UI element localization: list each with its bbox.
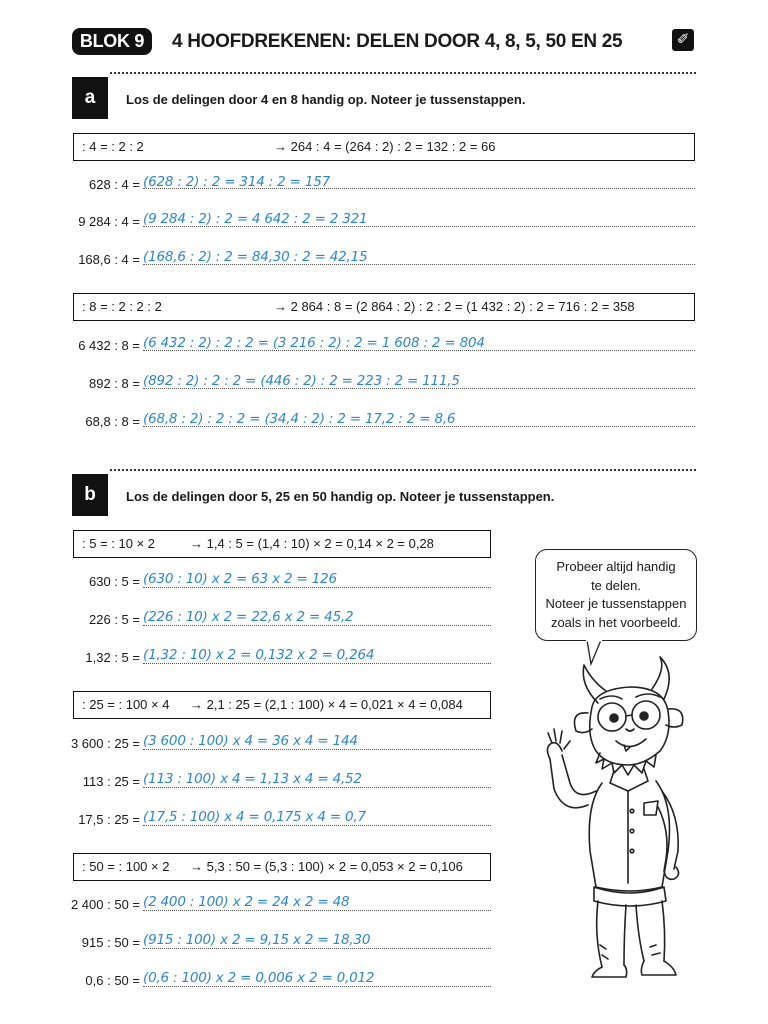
rule-example: → 2,1 : 25 = (2,1 : 100) × 4 = 0,021 × 4 = 0,084 bbox=[190, 697, 463, 712]
question-label: 9 284 : 4 = bbox=[78, 214, 140, 229]
answer-line bbox=[143, 426, 695, 427]
section-b-separator bbox=[110, 469, 696, 471]
answer-text[interactable]: (226 : 10) x 2 = 22,6 x 2 = 45,2 bbox=[143, 609, 354, 625]
answer-line bbox=[143, 787, 491, 788]
pencil-icon: ✐ bbox=[672, 29, 694, 51]
answer-text[interactable]: (17,5 : 100) x 4 = 0,175 x 4 = 0,7 bbox=[143, 809, 366, 825]
bubble-line: te delen. bbox=[591, 577, 641, 593]
answer-text[interactable]: (892 : 2) : 2 : 2 = (446 : 2) : 2 = 223 : 2 = 111,5 bbox=[143, 373, 460, 389]
answer-text[interactable]: (2 400 : 100) x 2 = 24 x 2 = 48 bbox=[143, 894, 350, 910]
question-label: 915 : 50 = bbox=[81, 935, 140, 950]
bubble-line: Probeer altijd handig bbox=[556, 559, 676, 574]
answer-text[interactable]: (3 600 : 100) x 4 = 36 x 4 = 144 bbox=[143, 733, 358, 749]
answer-text[interactable]: (68,8 : 2) : 2 : 2 = (34,4 : 2) : 2 = 17,2 : 2 = 8,6 bbox=[143, 411, 456, 427]
answer-text[interactable]: (628 : 2) : 2 = 314 : 2 = 157 bbox=[143, 174, 330, 190]
answer-line bbox=[143, 188, 695, 189]
question-label: 113 : 25 = bbox=[82, 774, 140, 789]
rule-lhs: : 4 = : 2 : 2 bbox=[82, 139, 144, 154]
section-a-separator bbox=[110, 72, 696, 74]
answer-text[interactable]: (9 284 : 2) : 2 = 4 642 : 2 = 2 321 bbox=[143, 211, 368, 227]
section-b-instruction: Los de delingen door 5, 25 en 50 handig op. Noteer je tussenstappen. bbox=[126, 489, 555, 504]
answer-line bbox=[143, 825, 491, 826]
answer-line bbox=[143, 226, 695, 227]
page-title: 4 HOOFDREKENEN: DELEN DOOR 4, 8, 5, 50 EN 25 bbox=[172, 31, 623, 52]
rule-lhs: : 25 = : 100 × 4 bbox=[82, 697, 170, 712]
question-label: 17,5 : 25 = bbox=[78, 812, 140, 827]
answer-line bbox=[143, 587, 491, 588]
rule-box-div8 bbox=[73, 293, 695, 321]
question-label: 0,6 : 50 = bbox=[85, 973, 140, 988]
blok-badge: BLOK 9 bbox=[72, 28, 152, 55]
rule-example: → 264 : 4 = (264 : 2) : 2 = 132 : 2 = 66 bbox=[274, 139, 496, 154]
question-label: 68,8 : 8 = bbox=[85, 414, 140, 429]
answer-line bbox=[143, 264, 695, 265]
answer-line bbox=[143, 910, 491, 911]
bubble-line: Noteer je tussenstappen bbox=[545, 596, 687, 611]
answer-line bbox=[143, 986, 491, 987]
answer-text[interactable]: (168,6 : 2) : 2 = 84,30 : 2 = 42,15 bbox=[143, 249, 368, 265]
rule-box-div25 bbox=[73, 691, 491, 719]
section-a-instruction: Los de delingen door 4 en 8 handig op. Noteer je tussenstappen. bbox=[126, 92, 526, 107]
question-label: 3 600 : 25 = bbox=[70, 736, 140, 751]
answer-text[interactable]: (6 432 : 2) : 2 : 2 = (3 216 : 2) : 2 = 1 608 : 2 = 804 bbox=[143, 335, 485, 351]
question-label: 2 400 : 50 = bbox=[70, 897, 140, 912]
mascot-illustration bbox=[540, 655, 740, 980]
rule-lhs: : 50 = : 100 × 2 bbox=[82, 859, 170, 874]
rule-box-div50 bbox=[73, 853, 491, 881]
rule-example: → 2 864 : 8 = (2 864 : 2) : 2 : 2 = (1 432 : 2) : 2 = 716 : 2 = 358 bbox=[274, 299, 635, 314]
rule-lhs: : 8 = : 2 : 2 : 2 bbox=[82, 299, 162, 314]
question-label: 226 : 5 = bbox=[89, 612, 140, 627]
bubble-line: zoals in het voorbeeld. bbox=[550, 614, 682, 630]
rule-box-div5 bbox=[73, 530, 491, 558]
rule-box-div4 bbox=[73, 133, 695, 161]
question-label: 892 : 8 = bbox=[89, 376, 140, 391]
answer-text[interactable]: (630 : 10) x 2 = 63 x 2 = 126 bbox=[143, 571, 337, 587]
section-a-label: a bbox=[72, 77, 108, 119]
rule-example: → 1,4 : 5 = (1,4 : 10) × 2 = 0,14 × 2 = 0,28 bbox=[190, 536, 434, 551]
answer-line bbox=[143, 625, 491, 626]
answer-line bbox=[143, 350, 695, 351]
speech-bubble bbox=[535, 549, 697, 641]
question-label: 168,6 : 4 = bbox=[78, 252, 140, 267]
rule-example: → 5,3 : 50 = (5,3 : 100) × 2 = 0,053 × 2 = 0,106 bbox=[190, 859, 463, 874]
answer-line bbox=[143, 388, 695, 389]
answer-line bbox=[143, 749, 491, 750]
answer-line bbox=[143, 663, 491, 664]
question-label: 6 432 : 8 = bbox=[78, 338, 140, 353]
answer-line bbox=[143, 948, 491, 949]
answer-text[interactable]: (1,32 : 10) x 2 = 0,132 x 2 = 0,264 bbox=[143, 647, 375, 663]
question-label: 630 : 5 = bbox=[89, 574, 140, 589]
section-b-label: b bbox=[72, 474, 108, 516]
rule-lhs: : 5 = : 10 × 2 bbox=[82, 536, 155, 551]
question-label: 1,32 : 5 = bbox=[85, 650, 140, 665]
answer-text[interactable]: (915 : 100) x 2 = 9,15 x 2 = 18,30 bbox=[143, 932, 371, 948]
answer-text[interactable]: (0,6 : 100) x 2 = 0,006 x 2 = 0,012 bbox=[143, 970, 375, 986]
question-label: 628 : 4 = bbox=[89, 177, 140, 192]
answer-text[interactable]: (113 : 100) x 4 = 1,13 x 4 = 4,52 bbox=[143, 771, 362, 787]
